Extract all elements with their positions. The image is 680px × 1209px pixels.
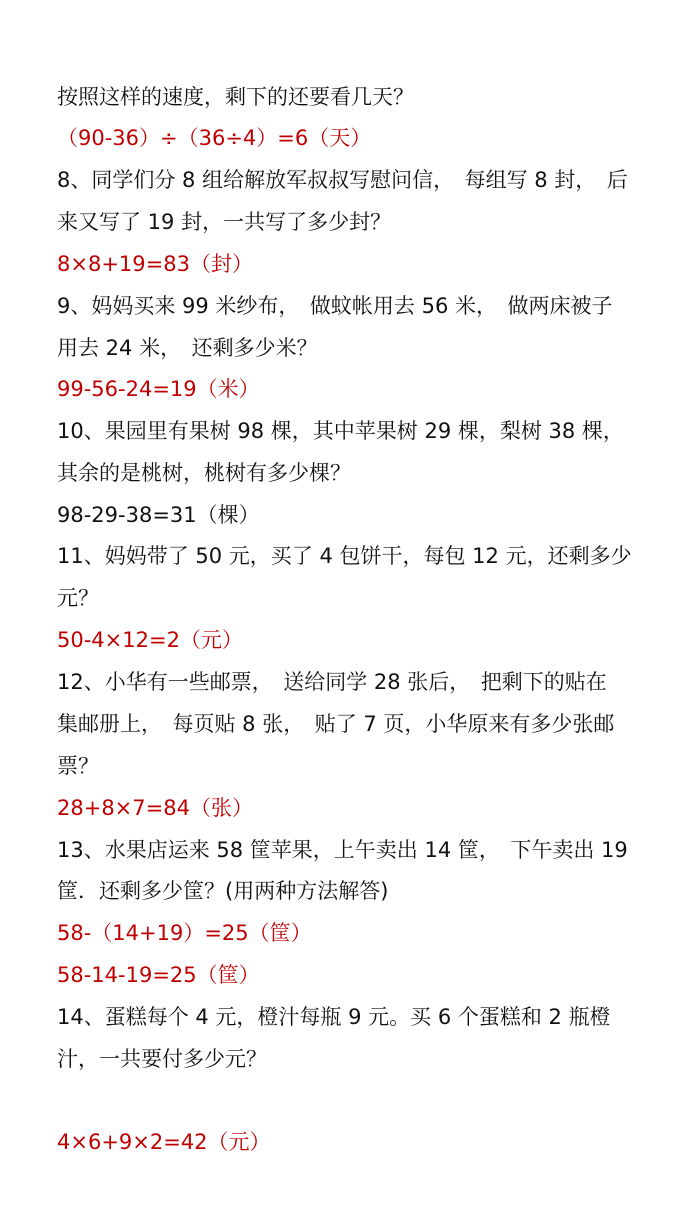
question-text: 来又写了 19 封，一共写了多少封？ (57, 210, 392, 234)
question-text: 8、同学们分 8 组给解放军叔叔写慰问信， 每组写 8 封， 后 (57, 168, 628, 192)
question-text: 其余的是桃树，桃树有多少棵？ (57, 461, 351, 485)
answer-formula: 8×8+19=83（封） (57, 252, 253, 276)
answer-formula: 58-（14+19）=25（筐） (57, 921, 312, 945)
question-text: 集邮册上， 每页贴 8 张， 贴了 7 页，小华原来有多少张邮 (57, 712, 615, 736)
question-text: 11、妈妈带了 50 元，买了 4 包饼干，每包 12 元，还剩多少 (57, 544, 632, 568)
question-text: 9、妈妈买来 99 米纱布， 做蚊帐用去 56 米， 做两床被子 (57, 294, 613, 318)
answer-formula: （90-36）÷（36÷4）=6（天） (57, 126, 372, 150)
answer-formula: 99-56-24=19（米） (57, 377, 260, 401)
question-text: 10、果园里有果树 98 棵，其中苹果树 29 棵，梨树 38 棵， (57, 419, 624, 443)
question-text: 按照这样的速度，剩下的还要看几天？ (57, 85, 414, 109)
answer-formula: 28+8×7=84（张） (57, 796, 253, 820)
answer-formula: 4×6+9×2=42（元） (57, 1130, 271, 1154)
answer-formula: 58-14-19=25（筐） (57, 963, 260, 987)
answer-formula: 98-29-38=31（棵） (57, 503, 260, 527)
question-text: 票？ (57, 754, 99, 778)
question-text: 14、蛋糕每个 4 元，橙汁每瓶 9 元。买 6 个蛋糕和 2 瓶橙 (57, 1005, 611, 1029)
question-text: 筐．还剩多少筐？(用两种方法解答) (57, 879, 389, 903)
question-text: 汁，一共要付多少元？ (57, 1047, 267, 1071)
question-text: 用去 24 米， 还剩多少米？ (57, 336, 318, 360)
question-text: 13、水果店运来 58 筐苹果，上午卖出 14 筐， 下午卖出 19 (57, 838, 628, 862)
question-text: 元？ (57, 586, 99, 610)
question-text: 12、小华有一些邮票， 送给同学 28 张后， 把剩下的贴在 (57, 670, 607, 694)
answer-formula: 50-4×12=2（元） (57, 628, 243, 652)
